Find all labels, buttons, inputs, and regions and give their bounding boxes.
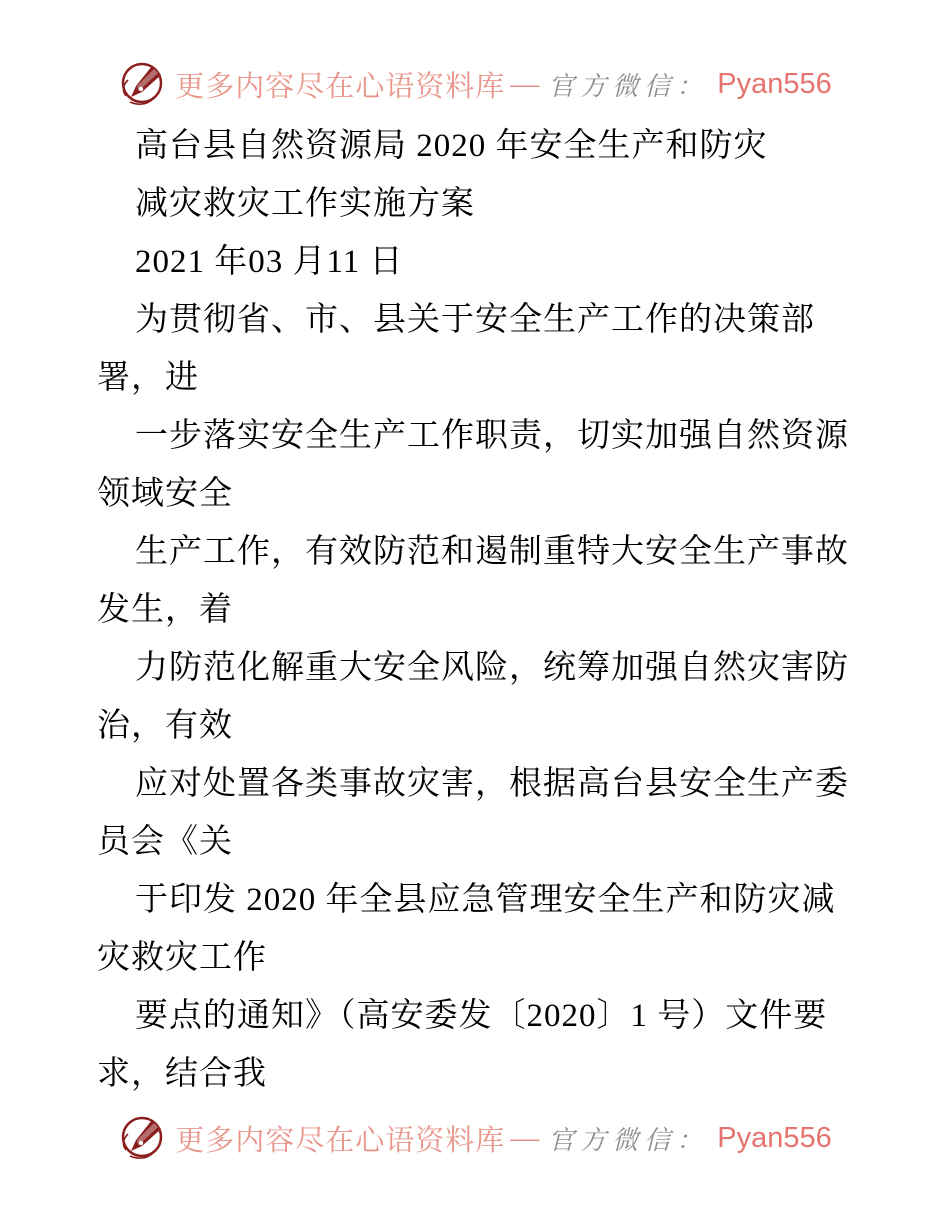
- pen-nib-logo-icon: [118, 1114, 166, 1162]
- watermark-official-wechat-label: 官方微信：: [548, 1125, 709, 1155]
- doc-title-line-1: 高台县自然资源局 2020 年安全生产和防灾: [135, 128, 768, 164]
- doc-body-line: 生产工作，有效防范和遏制重特大安全生产事故: [135, 534, 849, 570]
- doc-body-line: 发生，着: [97, 592, 233, 628]
- watermark-site-text: 更多内容尽在心语资料库: [175, 70, 506, 103]
- doc-body-line: 求，结合我: [97, 1056, 267, 1092]
- doc-body-line: 领域安全: [97, 476, 233, 512]
- doc-body-line: 应对处置各类事故灾害，根据高台县安全生产委: [135, 766, 849, 802]
- footer-watermark: [0, 1114, 950, 1162]
- doc-body-line: 灾救灾工作: [97, 940, 267, 976]
- doc-body-line: 员会《关: [97, 824, 233, 860]
- doc-body-line: 为贯彻省、市、县关于安全生产工作的决策部: [135, 302, 815, 338]
- doc-body-line: 署，进: [97, 360, 199, 396]
- doc-body-line: 要点的通知》（高安委发〔2020〕1 号）文件要: [135, 998, 828, 1034]
- doc-title-line-2: 减灾救灾工作实施方案: [135, 186, 475, 222]
- watermark-wechat-id: Pyan556: [717, 67, 832, 100]
- document-body: [97, 117, 870, 1103]
- watermark-official-wechat-label: 官方微信：: [548, 71, 709, 101]
- watermark-wechat-id: Pyan556: [717, 1121, 832, 1154]
- watermark-site-text: 更多内容尽在心语资料库: [175, 1124, 506, 1157]
- doc-body-line: 于印发 2020 年全县应急管理安全生产和防灾减: [135, 882, 836, 918]
- watermark-dash: —: [510, 1121, 540, 1154]
- pen-nib-logo-icon: [118, 60, 166, 108]
- doc-body-line: 力防范化解重大安全风险，统筹加强自然灾害防: [135, 650, 849, 686]
- doc-body-line: 一步落实安全生产工作职责，切实加强自然资源: [135, 418, 849, 454]
- doc-body-line: 治，有效: [97, 708, 233, 744]
- doc-date-line: 2021 年03 月11 日: [135, 244, 404, 280]
- header-watermark: [0, 60, 950, 108]
- watermark-dash: —: [510, 67, 540, 100]
